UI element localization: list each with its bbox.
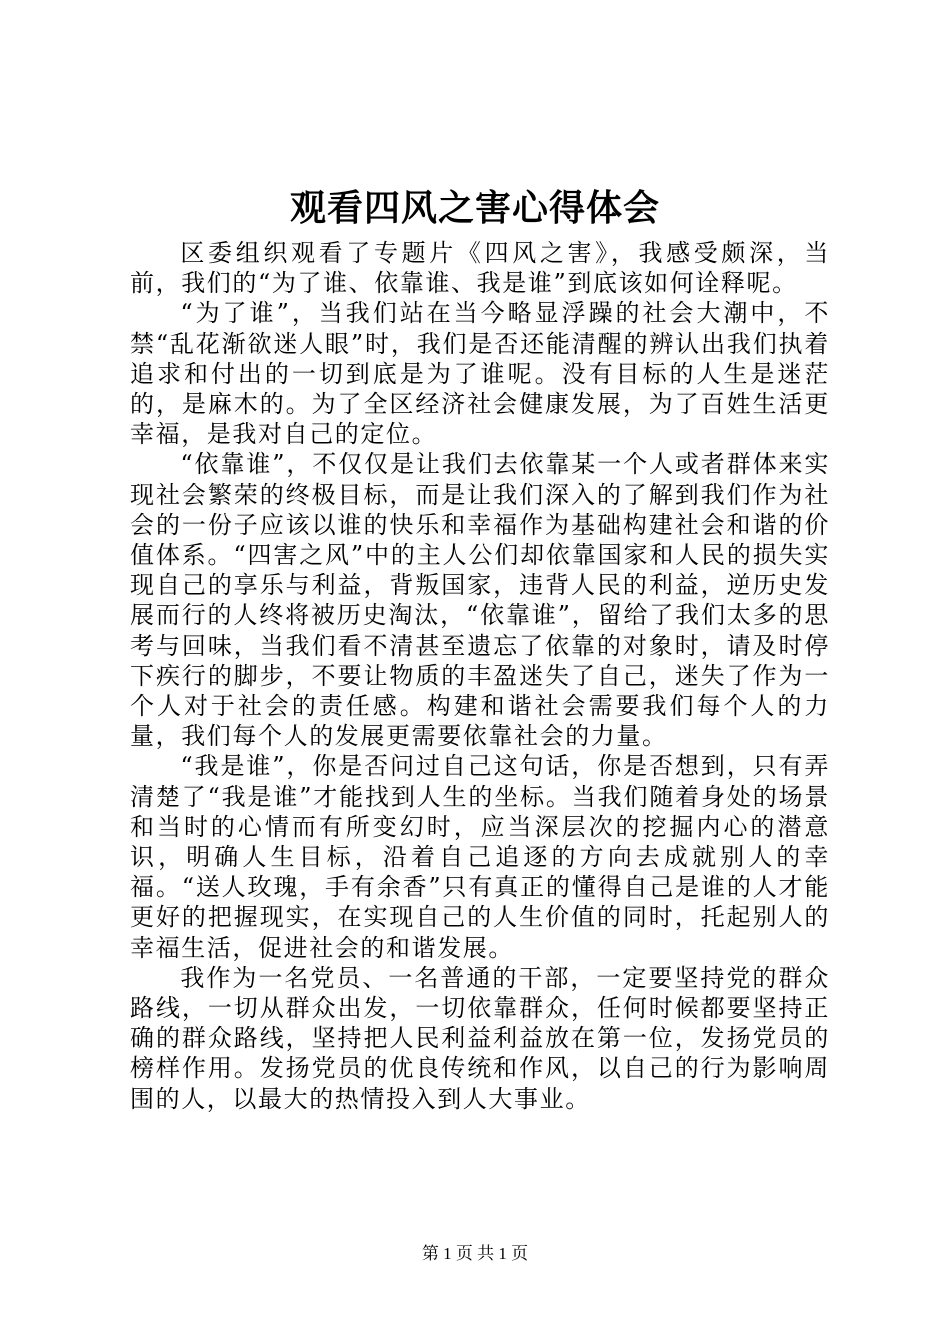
page-footer: 第 1 页 共 1 页: [421, 1244, 529, 1263]
paragraph-conclusion: 我作为一名党员、一名普通的干部，一定要坚持党的群众路线，一切从群众出发，一切依靠群众，任何时候都要坚持正确的群众路线，坚持把人民利益利益放在第一位，发扬党员的榜样作用。发扬党员的优良传统和作风，以自己的行为影响周围的人，以最大的热情投入到人大事业。: [130, 963, 830, 1113]
paragraph-who-am-i: “我是谁”，你是否问过自己这句话，你是否想到，只有弄清楚了“我是谁”才能找到人生的坐标。当我们随着身处的场景和当时的心情而有所变幻时，应当深层次的挖掘内心的潜意识，明确人生目标，沿着自己追逐的方向去成就别人的幸福。“送人玫瑰，手有余香”只有真正的懂得自己是谁的人才能更好的把握现实，在实现自己的人生价值的同时，托起别人的幸福生活，促进社会的和谐发展。: [130, 752, 830, 962]
paragraph-intro: 区委组织观看了专题片《四风之害》，我感受颇深，当前，我们的“为了谁、依靠谁、我是谁”到底该如何诠释呢。: [130, 239, 830, 298]
paragraph-rely-on-whom: “依靠谁”，不仅仅是让我们去依靠某一个人或者群体来实现社会繁荣的终极目标，而是让我们深入的了解到我们作为社会的一份子应该以谁的快乐和幸福作为基础构建社会和谐的价值体系。“四害之风”中的主人公们却依靠国家和人民的损失实现自己的享乐与利益，背叛国家，违背人民的利益，逆历史发展而行的人终将被历史淘汰，“依靠谁”，留给了我们太多的思考与回味，当我们看不清甚至遗忘了依靠的对象时，请及时停下疾行的脚步，不要让物质的丰盈迷失了自己，迷失了作为一个人对于社会的责任感。构建和谐社会需要我们每个人的力量，我们每个人的发展更需要依靠社会的力量。: [130, 450, 830, 751]
paragraph-for-whom: “为了谁”，当我们站在当今略显浮躁的社会大潮中，不禁“乱花渐欲迷人眼”时，我们是否还能清醒的辨认出我们执着追求和付出的一切到底是为了谁呢。没有目标的人生是迷茫的，是麻木的。为了全区经济社会健康发展，为了百姓生活更幸福，是我对自己的定位。: [130, 299, 830, 449]
document-body: [130, 238, 830, 1114]
document-title: 观看四风之害心得体会: [289, 187, 660, 229]
